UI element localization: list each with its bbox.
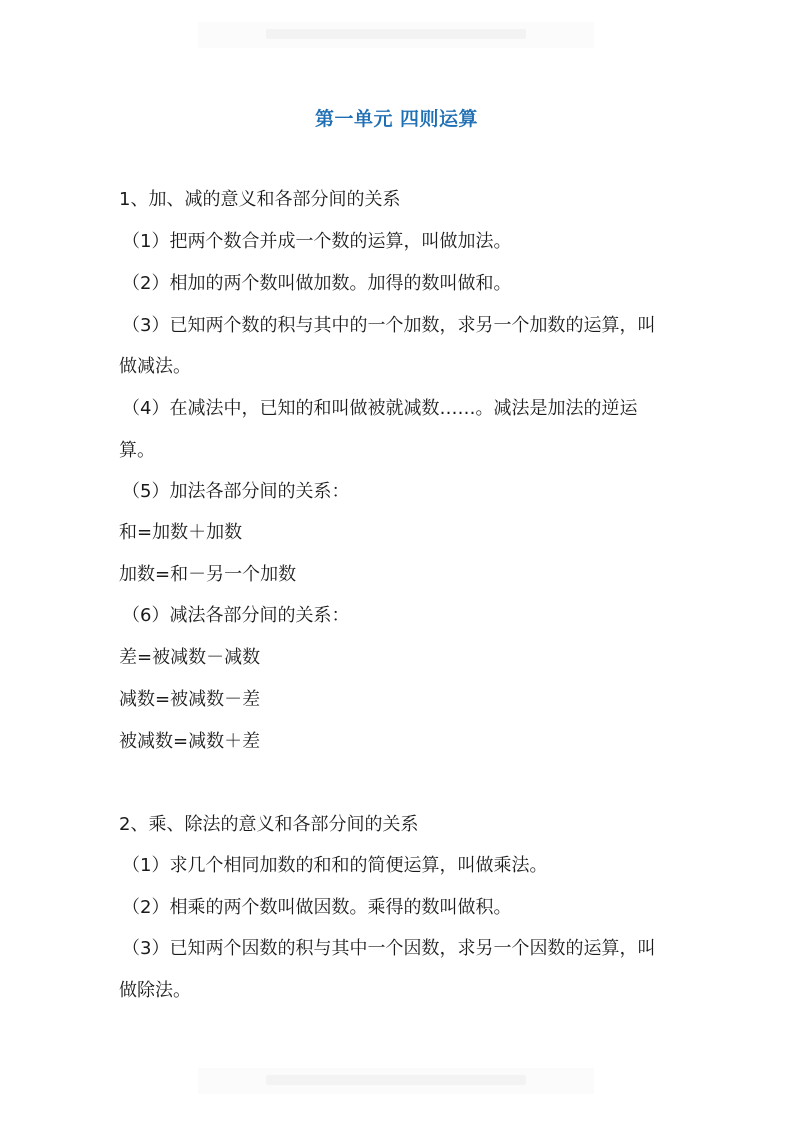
formula-line: 和=加数＋加数 [119, 522, 243, 543]
paragraph-line: 算。 [119, 440, 155, 461]
paragraph-line: （3）已知两个因数的积与其中一个因数，求另一个因数的运算，叫 [122, 938, 656, 959]
paragraph-line: （5）加法各部分间的关系： [122, 481, 350, 502]
paragraph-line: （2）相加的两个数叫做加数。加得的数叫做和。 [122, 273, 512, 294]
paragraph-line: （1）把两个数合并成一个数的运算，叫做加法。 [122, 231, 512, 252]
paragraph-line: （6）减法各部分间的关系： [122, 605, 350, 626]
formula-line: 减数=被减数－差 [119, 689, 261, 710]
paragraph-line: （2）相乘的两个数叫做因数。乘得的数叫做积。 [122, 897, 512, 918]
header-watermark-text [266, 29, 526, 39]
formula-line: 加数=和－另一个加数 [119, 564, 297, 585]
paragraph-line: （1）求几个相同加数的和和的简便运算，叫做乘法。 [122, 855, 548, 876]
header-watermark [198, 22, 594, 48]
paragraph-line: 做减法。 [119, 356, 191, 377]
formula-line: 被减数=减数＋差 [119, 731, 261, 752]
section-heading: 2、乘、除法的意义和各部分间的关系 [119, 814, 419, 835]
formula-line: 差=被减数－减数 [119, 647, 261, 668]
paragraph-line: （4）在减法中，已知的和叫做被就减数……。减法是加法的逆运 [122, 398, 638, 419]
page-title: 第一单元 四则运算 [314, 108, 479, 130]
paragraph-line: 做除法。 [119, 980, 191, 1001]
paragraph-line: （3）已知两个数的积与其中的一个加数，求另一个加数的运算，叫 [122, 315, 656, 336]
section-heading: 1、加、减的意义和各部分间的关系 [119, 189, 401, 210]
footer-watermark [198, 1068, 594, 1094]
footer-watermark-text [266, 1075, 526, 1085]
